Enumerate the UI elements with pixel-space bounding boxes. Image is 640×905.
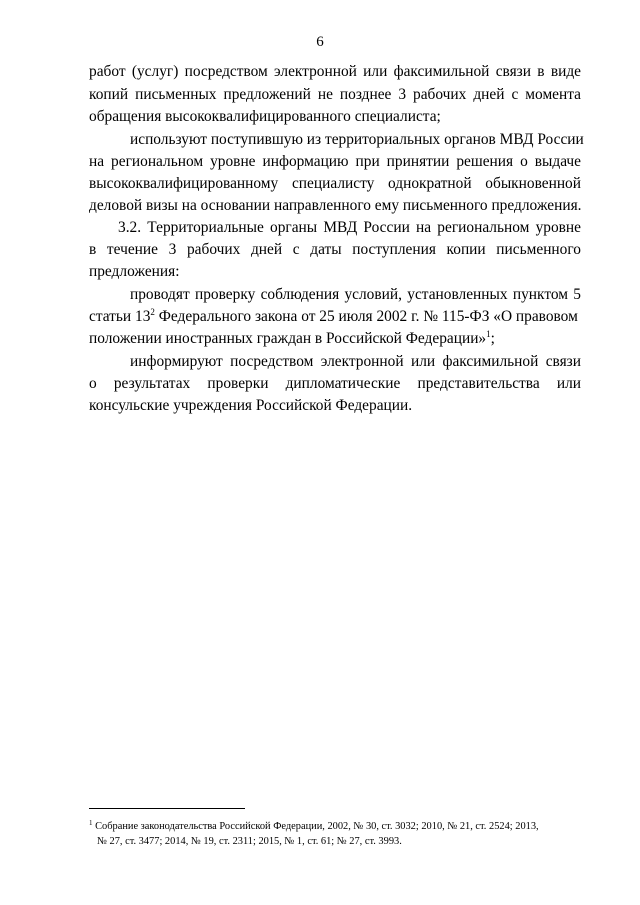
paragraph-first-line: проводят проверку соблюдения условий, установленных пунктом 5 xyxy=(130,286,581,303)
text-line: деловой визы на основании направленного ему письменного предложения. xyxy=(89,197,582,214)
semicolon: ; xyxy=(490,330,495,347)
footnote-mark: 1 xyxy=(486,329,491,339)
law-title-end: положении иностранных граждан в Российской Федерации» xyxy=(89,330,487,347)
article-superscript: 2 xyxy=(150,307,155,317)
article-reference: статьи 13 xyxy=(89,308,151,325)
text-line: работ (услуг) посредством электронной или факсимильной связи в виде xyxy=(89,63,581,80)
text-line: копий письменных предложений не позднее 3 рабочих дней с момента xyxy=(89,86,581,103)
text-line: предложения: xyxy=(89,263,180,280)
footnote-text: Собрание законодательства Российской Федерации, 2002, № 30, ст. 3032; 2010, № 21, ст. 2524; 2013, xyxy=(95,821,539,832)
footnote-divider xyxy=(89,808,245,809)
footnote-number: 1 xyxy=(89,819,93,827)
text-line xyxy=(89,329,581,349)
paragraph-first-line: 3.2. Территориальные органы МВД России на региональном уровне xyxy=(118,219,581,236)
footnote-line xyxy=(89,820,581,834)
footnote-line: № 27, ст. 3477; 2014, № 19, ст. 2311; 2015, № 1, ст. 61; № 27, ст. 3993. xyxy=(97,836,402,847)
text-line: консульские учреждения Российской Федерации. xyxy=(89,397,413,414)
text-line: обращения высококвалифицированного специалиста; xyxy=(89,108,441,125)
paragraph-first-line: используют поступившую из территориальных органов МВД России xyxy=(130,131,584,148)
text-line: о результатах проверки дипломатические представительства или xyxy=(89,375,581,392)
page-number: 6 xyxy=(316,34,324,50)
text-line: на региональном уровне информацию при принятии решения о выдаче xyxy=(89,153,581,170)
text-line: высококвалифицированному специалисту однократной обыкновенной xyxy=(89,175,581,192)
text-line: в течение 3 рабочих дней с даты поступления копии письменного xyxy=(89,241,581,258)
paragraph-first-line: информируют посредством электронной или факсимильной связи xyxy=(130,353,581,370)
text-line xyxy=(89,307,581,327)
law-reference: Федерального закона от 25 июля 2002 г. № 115-ФЗ «О правовом xyxy=(158,308,578,325)
